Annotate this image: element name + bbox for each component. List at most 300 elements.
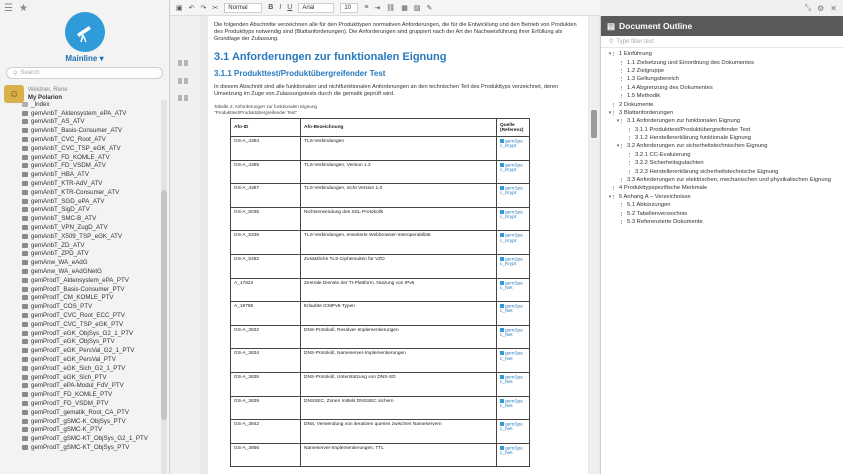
tree-item[interactable]: [0, 390, 160, 399]
expand-toggle-icon[interactable]: ▾: [616, 143, 620, 150]
reference-text: c_Net: [500, 450, 513, 456]
outline-item[interactable]: [601, 167, 843, 175]
folder-icon: [22, 111, 28, 116]
col-afo-bezeichnung: Afo-Bezeichnung: [301, 119, 497, 137]
afo-id-cell: GS-A_3839: [231, 396, 301, 420]
reference-cell[interactable]: [497, 231, 530, 255]
tree-item[interactable]: [0, 417, 160, 426]
afo-name-cell: DNS-Protokoll, Resolver-Implementierungen: [301, 325, 497, 349]
tree-connector: [629, 136, 633, 140]
folder-icon: [22, 181, 28, 186]
folder-icon: [22, 419, 28, 424]
bold-icon[interactable]: B: [268, 4, 274, 11]
tree-item[interactable]: [0, 364, 160, 373]
outline-item[interactable]: [601, 193, 843, 201]
table-icon[interactable]: ▦: [401, 4, 408, 12]
table-row[interactable]: [231, 302, 530, 326]
table-caption-line: Tabelle 2: Anforderungen zur funktionalen Eignung: [214, 104, 317, 109]
outline-header: [601, 16, 843, 36]
afo-name-cell: DNS-Protokoll, Unterstützung von DNS-SD: [301, 372, 497, 396]
expand-toggle-icon[interactable]: ▾: [608, 193, 612, 200]
folder-icon: [22, 436, 28, 441]
tree-connector: [629, 128, 633, 132]
outline-item[interactable]: [601, 201, 843, 209]
tree-item[interactable]: [0, 302, 160, 311]
outline-item-label: 1 Einführung: [619, 51, 652, 58]
tree-item[interactable]: [0, 258, 160, 267]
folder-icon: [22, 331, 28, 336]
image-icon[interactable]: ▨: [413, 4, 421, 12]
reference-text: gemSpe: [505, 186, 523, 192]
folder-icon: [22, 190, 28, 195]
folder-icon: [22, 251, 28, 256]
tree-item-label: gemProdT_CVC_Root_ECC_PTV: [31, 312, 125, 320]
comment-icon[interactable]: ✎: [426, 4, 433, 12]
space-tree: [0, 100, 160, 474]
project-selector[interactable]: Mainline ▾: [65, 54, 104, 63]
close-icon[interactable]: ✕: [830, 3, 837, 13]
tree-item[interactable]: [0, 338, 160, 347]
tree-connector: [613, 111, 617, 115]
outline-item[interactable]: [601, 84, 843, 92]
folder-icon: [22, 146, 28, 151]
tree-connector: [629, 153, 633, 157]
reference-text: c_Krypt: [500, 144, 517, 150]
filter-placeholder: Type filter text: [616, 38, 654, 45]
tree-connector: [621, 77, 625, 81]
project-name: Mainline: [65, 54, 98, 63]
reference-link[interactable]: [500, 304, 526, 314]
outline-item[interactable]: [601, 58, 843, 66]
afo-id-cell: GS-A_4385: [231, 160, 301, 184]
outline-item[interactable]: [601, 109, 843, 117]
folder-icon: [22, 375, 28, 380]
reference-text: c_Krypt: [500, 238, 517, 244]
outline-item[interactable]: [601, 184, 843, 192]
menu-icon[interactable]: ☰: [4, 2, 13, 14]
cut-icon[interactable]: ✂: [212, 4, 219, 12]
tree-item[interactable]: [0, 162, 160, 171]
tree-item-label: gemAnbT_Aktensystem_ePA_ATV: [31, 109, 127, 117]
outline-panel: [600, 16, 843, 474]
tree-connector: [613, 186, 617, 190]
table-row[interactable]: [231, 278, 530, 302]
tree-item[interactable]: [0, 250, 160, 259]
tree-item[interactable]: [0, 373, 160, 382]
tree-item[interactable]: [0, 109, 160, 118]
tree-item[interactable]: [0, 214, 160, 223]
reference-cell[interactable]: [497, 443, 530, 467]
tree-item-label: gemProdT_eGK_Sich_PTV: [31, 373, 107, 381]
outline-item-label: 5.1 Abkürzungen: [627, 202, 671, 209]
reference-link[interactable]: [500, 139, 526, 149]
outline-item-label: 3.2.1 CC-Evaluierung: [635, 151, 691, 158]
col-quelle-line: (Referenz): [500, 127, 524, 133]
tree-item-label: gemAnbT_CVC_TSP_eGK_ATV: [31, 144, 121, 152]
tree-connector: [621, 178, 625, 182]
font-dropdown[interactable]: [298, 3, 334, 13]
redo-icon[interactable]: ↷: [200, 4, 207, 12]
tree-connector: [621, 220, 625, 224]
outline-item[interactable]: [601, 209, 843, 217]
tree-item[interactable]: [0, 408, 160, 417]
folder-icon: [22, 287, 28, 292]
reference-text: c_Krypt: [500, 167, 517, 173]
intro-paragraph[interactable]: Die folgenden Abschnitte verzeichnen alle für den Produkttypen normativen Anforderungen, die für die Entwicklung und den Betrieb von Produkten des Produkttyps notwendig sind (Blattanforderungen). Die Anforderungen sind gruppiert nach der Art der Nachweisführung ihrer Erfüllung als Grundlage der Zulassung.: [214, 22, 577, 42]
tree-item-label: gemAnbT_FD_KOMLE_ATV: [31, 153, 110, 161]
folder-icon: [22, 102, 28, 107]
reference-text: gemSpe: [505, 280, 523, 286]
reference-cell[interactable]: [497, 278, 530, 302]
tree-item[interactable]: [0, 206, 160, 215]
tree-item-label: gemAnw_WA_eAdGNetG: [31, 268, 102, 276]
underline-icon[interactable]: U: [287, 4, 293, 11]
folder-icon: [22, 155, 28, 160]
tree-item-label: gemAnbT_FD_VSDM_ATV: [31, 162, 106, 170]
reference-cell[interactable]: [497, 207, 530, 231]
reference-cell[interactable]: [497, 160, 530, 184]
reference-link[interactable]: [500, 446, 526, 456]
tree-item-label: gemProdT_eGK_PersVal_G2_1_PTV: [31, 347, 135, 355]
tree-item-label: _Index: [31, 100, 50, 108]
tree-item-label: gemAnbT_X509_TSP_eGK_ATV: [31, 232, 123, 240]
folder-icon: [22, 401, 28, 406]
reference-text: c_Net: [500, 356, 513, 362]
afo-id-cell: GS-A_5035: [231, 207, 301, 231]
outline-item[interactable]: [601, 50, 843, 58]
tree-item[interactable]: [0, 100, 160, 109]
folder-icon: [22, 427, 28, 432]
tree-connector: [613, 103, 617, 107]
filter-icon: ⚲: [609, 39, 614, 45]
table-row[interactable]: [231, 396, 530, 420]
tree-item[interactable]: [0, 223, 160, 232]
document-link-icon: [500, 446, 504, 450]
outline-item-label: 1.4 Abgrenzung des Dokumentes: [627, 84, 713, 91]
tree-item-label: gemAnbT_SMC-B_ATV: [31, 215, 97, 223]
reference-cell[interactable]: [497, 396, 530, 420]
tree-item[interactable]: [0, 197, 160, 206]
reference-cell[interactable]: [497, 302, 530, 326]
folder-icon: [22, 225, 28, 230]
document-link-icon: [500, 351, 504, 355]
telescope-logo-icon[interactable]: [65, 12, 105, 52]
reference-text: c_Krypt: [500, 191, 517, 197]
gutter-marker[interactable]: [178, 95, 192, 101]
size-value: 10: [344, 4, 352, 11]
document-link-icon: [500, 422, 504, 426]
folder-icon: [22, 445, 28, 450]
link-icon[interactable]: ⛓: [386, 4, 396, 12]
folder-icon: [22, 216, 28, 221]
style-dropdown[interactable]: [224, 3, 262, 13]
tree-item-label: gemAnbT_SGD_ePA_ATV: [31, 197, 105, 205]
document-link-icon: [500, 328, 504, 332]
workspace-link[interactable]: My Polarion: [28, 95, 63, 101]
folder-icon: [22, 234, 28, 239]
document-link-icon: [500, 281, 504, 285]
tree-item[interactable]: [0, 126, 160, 135]
gutter-marker[interactable]: [178, 78, 192, 84]
reference-text: c_Net: [500, 427, 513, 433]
table-row[interactable]: [231, 207, 530, 231]
afo-name-cell: TLS-Verbindungen, nicht Version 1.0: [301, 184, 497, 208]
reference-link[interactable]: [500, 422, 526, 432]
afo-name-cell: Zusätzliche TLS-Ciphersuiten für VZD: [301, 254, 497, 278]
folder-icon: [22, 172, 28, 177]
search-placeholder: Search: [20, 70, 40, 76]
gutter-marker[interactable]: [178, 60, 192, 66]
reference-text: gemSpe: [505, 139, 523, 145]
folder-icon: [22, 313, 28, 318]
tree-connector: [613, 195, 617, 199]
outline-item-label: 1.3 Geltungsbereich: [627, 76, 679, 83]
requirements-table-body: [231, 137, 530, 467]
folder-icon: [22, 260, 28, 265]
reference-link[interactable]: [500, 328, 526, 338]
tree-item[interactable]: [0, 118, 160, 127]
outline-item[interactable]: [601, 176, 843, 184]
outline-icon: ▤: [607, 20, 616, 31]
folder-icon: [22, 383, 28, 388]
italic-icon[interactable]: I: [279, 4, 282, 11]
tree-item-label: gemProdT_eGK_PersVal_PTV: [31, 356, 116, 363]
reference-link[interactable]: [500, 351, 526, 361]
outline-item[interactable]: [601, 67, 843, 75]
document-link-icon: [500, 375, 504, 379]
reference-link[interactable]: [500, 281, 526, 291]
table-row[interactable]: [231, 349, 530, 373]
afo-name-cell: DNS-Protokoll, Nameserver-Implementierungen: [301, 349, 497, 373]
tree-item[interactable]: [0, 294, 160, 303]
font-value: Arial: [302, 4, 315, 11]
folder-icon: [22, 119, 28, 124]
user-name: Weidner, Rene: [28, 87, 68, 93]
heading-3-1[interactable]: 3.1 Anforderungen zur funktionalen Eignung: [214, 51, 447, 63]
reference-text: gemSpe: [505, 210, 523, 216]
undo-icon[interactable]: ↶: [188, 4, 195, 12]
reference-link[interactable]: [500, 375, 526, 385]
document-link-icon: [500, 210, 504, 214]
search-input[interactable]: [6, 67, 163, 79]
folder-icon: [22, 199, 28, 204]
reference-cell[interactable]: [497, 349, 530, 373]
reference-link[interactable]: [500, 257, 526, 267]
tree-item-label: gemProdT_gSMC-K_ObjSys_PTV: [31, 417, 126, 425]
reference-cell[interactable]: [497, 137, 530, 161]
reference-cell[interactable]: [497, 254, 530, 278]
afo-name-cell: TLS-Verbindungen: [301, 137, 497, 161]
folder-icon: [22, 207, 28, 212]
reference-link[interactable]: [500, 399, 526, 409]
afo-id-cell: GS-A_3834: [231, 349, 301, 373]
tree-item[interactable]: [0, 170, 160, 179]
reference-cell[interactable]: [497, 184, 530, 208]
reference-cell[interactable]: [497, 372, 530, 396]
tree-item[interactable]: [0, 135, 160, 144]
tree-connector: [629, 161, 633, 165]
reference-text: gemSpe: [505, 162, 523, 168]
table-row[interactable]: [231, 420, 530, 444]
tree-item[interactable]: [0, 355, 160, 364]
tree-item[interactable]: [0, 329, 160, 338]
reference-text: c_Krypt: [500, 262, 517, 268]
afo-name-cell: Nameserver-Implementierungen, TTL: [301, 443, 497, 467]
table-row[interactable]: [231, 160, 530, 184]
tree-item-label: gemProdT_ePA-Modul_FdV_PTV: [31, 382, 124, 390]
outline-item-label: 3 Blattanforderungen: [619, 109, 674, 116]
reference-link[interactable]: [500, 210, 526, 220]
outline-item-label: 3.3 Anforderungen zur elektrischen, mechanischen und physikalischen Eignung: [627, 177, 831, 184]
col-afo-id: Afo-ID: [231, 119, 301, 137]
tree-item[interactable]: [0, 346, 160, 355]
tree-item[interactable]: [0, 443, 160, 452]
outline-list: [601, 48, 843, 226]
outline-item-label: 4 Produkttypspezifische Merkmale: [619, 185, 708, 192]
tree-connector: [629, 170, 633, 174]
reference-text: gemSpe: [505, 445, 523, 451]
outline-item[interactable]: [601, 151, 843, 159]
outline-item[interactable]: [601, 92, 843, 100]
tree-item[interactable]: [0, 232, 160, 241]
document-link-icon: [500, 257, 504, 261]
outline-item[interactable]: [601, 142, 843, 150]
tree-item-label: gemProdT_eGK_Sich_G2_1_PTV: [31, 364, 126, 372]
tree-item-label: gemProdT_COS_PTV: [31, 303, 93, 311]
tree-connector: [621, 212, 625, 216]
requirements-table: [230, 118, 530, 467]
afo-id-cell: GS-A_3842: [231, 420, 301, 444]
tree-item-label: gemAnbT_SigD_ATV: [31, 206, 90, 214]
reference-text: gemSpe: [505, 304, 523, 310]
reference-link[interactable]: [500, 163, 526, 173]
table-row[interactable]: [231, 254, 530, 278]
telescope-icon: [73, 20, 97, 44]
indent-icon[interactable]: ⇥: [374, 4, 381, 12]
tree-item-label: gemProdT_gSMC-KT_ObjSys_G2_1_PTV: [31, 435, 148, 443]
tree-item[interactable]: [0, 267, 160, 276]
reference-cell[interactable]: [497, 420, 530, 444]
tree-item[interactable]: [0, 425, 160, 434]
tree-item[interactable]: [0, 241, 160, 250]
table-row[interactable]: [231, 137, 530, 161]
list-icon[interactable]: ≡: [364, 4, 369, 11]
tree-item-label: gemAnbT_VPN_ZugD_ATV: [31, 224, 108, 232]
tree-item[interactable]: [0, 320, 160, 329]
heading-3-1-1[interactable]: 3.1.1 Produkttest/Produktübergreifender Test: [214, 69, 386, 78]
project-header: [0, 12, 169, 63]
tree-item-label: gemProdT_gematik_Root_CA_PTV: [31, 408, 130, 416]
folder-icon: [22, 357, 28, 362]
tree-item[interactable]: [0, 153, 160, 162]
outline-item[interactable]: [601, 75, 843, 83]
tree-item[interactable]: [0, 434, 160, 443]
size-dropdown[interactable]: [340, 3, 358, 13]
col-quelle: [497, 119, 530, 137]
tree-connector: [621, 86, 625, 90]
expand-toggle-icon[interactable]: ▾: [608, 51, 612, 58]
expand-toggle-icon[interactable]: ▾: [616, 118, 620, 125]
outline-item[interactable]: [601, 126, 843, 134]
document-link-icon: [500, 304, 504, 308]
left-scrollbar[interactable]: [161, 100, 167, 474]
reference-link[interactable]: [500, 233, 526, 243]
reference-text: gemSpe: [505, 398, 523, 404]
folder-icon: [22, 339, 28, 344]
reference-link[interactable]: [500, 186, 526, 196]
outline-item-label: 5 Anhang A – Verzeichnisse: [619, 193, 691, 200]
col-quelle-line: Quelle: [500, 122, 515, 128]
section-paragraph[interactable]: In diesem Abschnitt sind alle funktionalen und nichtfunktionalen Anforderungen an den technischen Teil des Produkttyps verzeichnet, deren Umsetzung im Zuge von Zulassungstests durch die gematik geprüft wird.: [214, 84, 559, 97]
afo-id-cell: GS-A_3835: [231, 372, 301, 396]
tree-item[interactable]: [0, 399, 160, 408]
tree-item[interactable]: [0, 276, 160, 285]
table-row[interactable]: [231, 184, 530, 208]
table-row[interactable]: [231, 372, 530, 396]
document-link-icon: [500, 139, 504, 143]
expand-toggle-icon[interactable]: ▾: [608, 109, 612, 116]
document-page[interactable]: [208, 16, 588, 474]
reference-text: c_Net: [500, 403, 513, 409]
folder-icon: [22, 410, 28, 415]
tree-connector: [621, 69, 625, 73]
star-icon[interactable]: ★: [18, 2, 28, 14]
outline-top-bar: [600, 0, 843, 16]
tree-item-label: gemAnbT_AS_ATV: [31, 118, 85, 126]
document-scrollbar[interactable]: [589, 16, 599, 474]
outline-item[interactable]: [601, 100, 843, 108]
tree-item[interactable]: [0, 285, 160, 294]
outline-item-label: 1.1 Zielsetzung und Einordnung des Dokumentes: [627, 59, 754, 66]
collapse-icon[interactable]: ⤡: [804, 3, 812, 12]
settings-icon[interactable]: ⚙: [817, 3, 825, 13]
tree-item-label: gemProdT_eGK_ObjSys_PTV: [31, 338, 115, 346]
tree-item-label: gemProdT_FD_VSDM_PTV: [31, 399, 109, 407]
tree-item[interactable]: [0, 179, 160, 188]
left-scrollbar-thumb[interactable]: [161, 190, 167, 420]
outline-item-label: 3.1 Anforderungen zur funktionalen Eignung: [627, 118, 741, 125]
reference-text: c_Net: [500, 309, 513, 315]
afo-id-cell: GS-A_4384: [231, 137, 301, 161]
table-row[interactable]: [231, 443, 530, 467]
table-row[interactable]: [231, 325, 530, 349]
folder-icon: [22, 322, 28, 327]
table-row[interactable]: [231, 231, 530, 255]
tree-connector: [613, 52, 617, 56]
save-icon[interactable]: ▣: [176, 4, 183, 12]
outline-item[interactable]: [601, 134, 843, 142]
tree-item[interactable]: [0, 188, 160, 197]
reference-cell[interactable]: [497, 325, 530, 349]
tree-item[interactable]: [0, 382, 160, 391]
tree-connector: [621, 144, 625, 148]
tree-item[interactable]: [0, 144, 160, 153]
folder-icon: [22, 269, 28, 274]
document-scrollbar-thumb[interactable]: [591, 110, 597, 138]
tree-item-label: gemProdT_Basis-Consumer_PTV: [31, 285, 125, 293]
afo-id-cell: GS-A_4387: [231, 184, 301, 208]
tree-item[interactable]: [0, 311, 160, 320]
tree-item-label: gemProdT_FD_KOMLE_PTV: [31, 391, 113, 399]
outline-item[interactable]: [601, 218, 843, 226]
outline-item[interactable]: [601, 117, 843, 125]
outline-item-label: 3.2.2 Sicherheitsgutachten: [635, 160, 704, 167]
outline-filter-input[interactable]: [601, 36, 843, 48]
outline-item[interactable]: [601, 159, 843, 167]
folder-icon: [22, 348, 28, 353]
afo-name-cell: DNSSEC, Zonen mittels DNSSEC sichern: [301, 396, 497, 420]
editor-toolbar: [170, 0, 600, 16]
